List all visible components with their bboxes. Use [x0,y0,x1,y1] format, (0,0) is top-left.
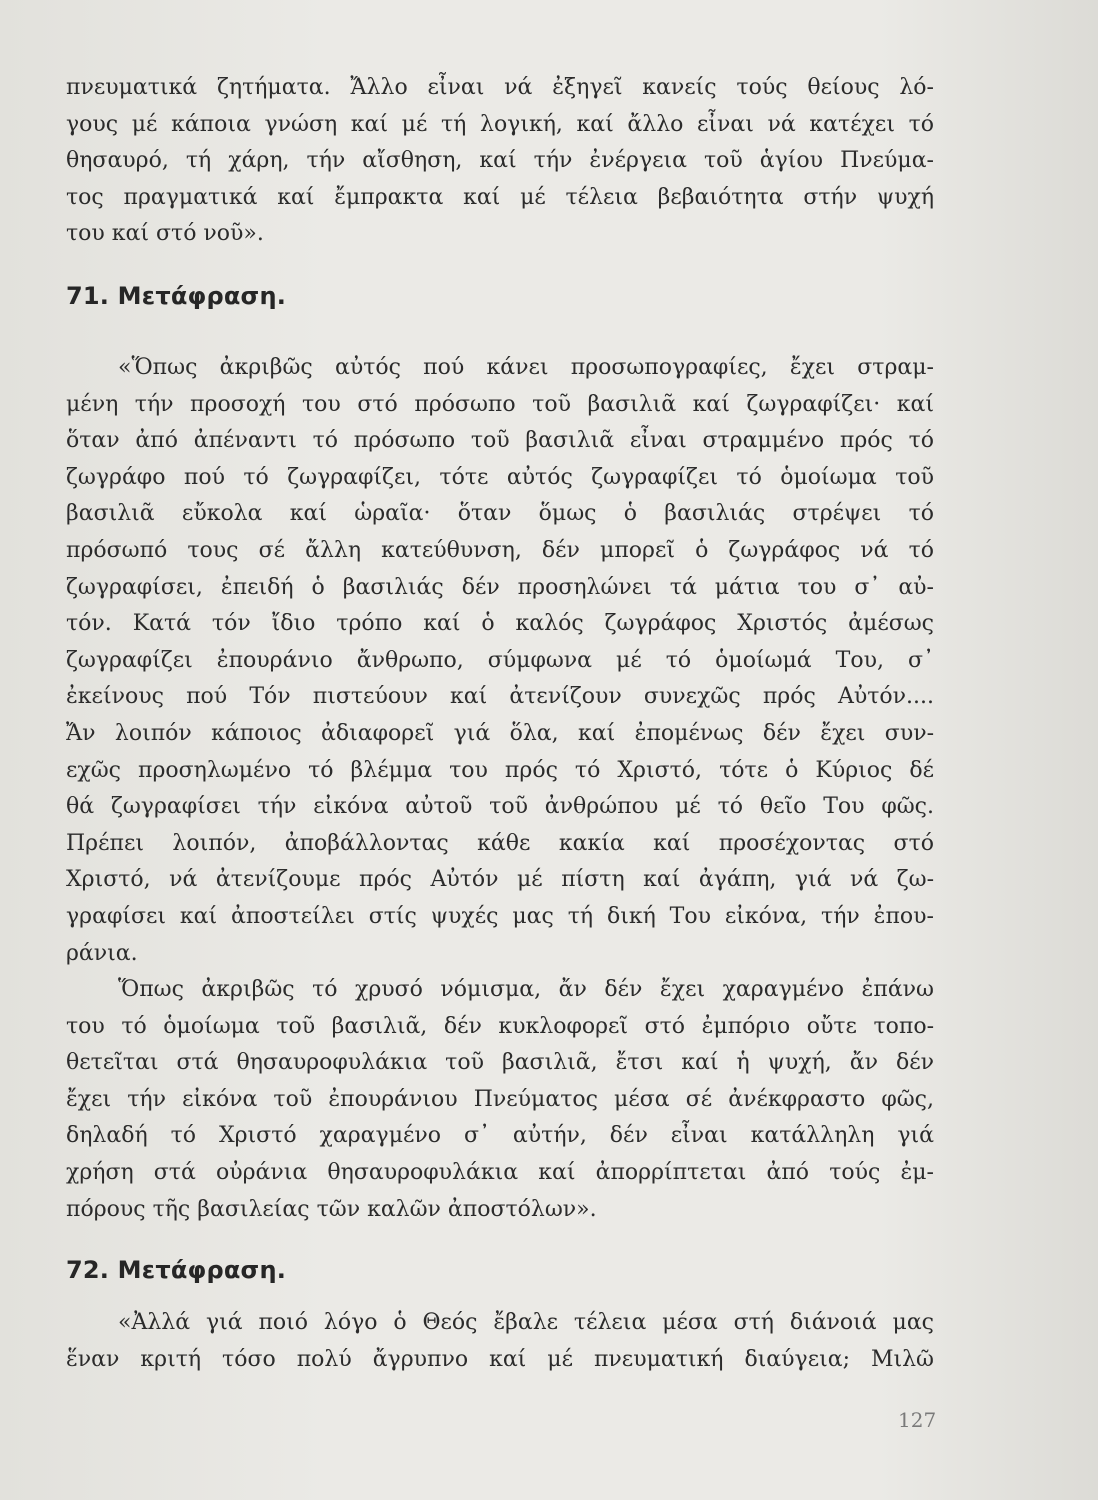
text-line: πρόσωπό τους σέ ἄλλη κατεύθυνση, δέν μπορεῖ ὁ ζωγράφος νά τό [66,537,934,563]
section-72-body [66,1305,934,1378]
text-line: βασιλιᾶ εὔκολα καί ὡραῖα· ὅταν ὅμως ὁ βασιλιάς στρέψει τό [66,501,934,527]
page-number: 127 [898,1408,937,1432]
text-line: Χριστό, νά ἀτενίζουμε πρός Αὐτόν μέ πίστη καί ἀγάπη, γιά νά ζω- [66,867,934,893]
text-line: τος πραγματικά καί ἔμπρακτα καί μέ τέλεια βεβαιότητα στήν ψυχή [66,184,934,210]
section-71-body [66,350,934,1228]
text-line: ζωγραφίσει, ἐπειδή ὁ βασιλιάς δέν προσηλώνει τά μάτια του σ᾽ αὐ- [66,574,934,600]
text-line: θά ζωγραφίσει τήν εἰκόνα αὐτοῦ τοῦ ἀνθρώπου μέ τό θεῖο Του φῶς. [66,794,934,820]
text-line: ἔχει τήν εἰκόνα τοῦ ἐπουράνιου Πνεύματος μέσα σέ ἀνέκφραστο φῶς, [66,1086,934,1112]
text-line: Ἄν λοιπόν κάποιος ἀδιαφορεῖ γιά ὅλα, καί ἐπομένως δέν ἔχει συν- [66,720,934,746]
text-line: δηλαδή τό Χριστό χαραγμένο σ᾽ αὐτήν, δέν εἶναι κατάλληλη γιά [66,1123,934,1149]
text-line: Πρέπει λοιπόν, ἀποβάλλοντας κάθε κακία καί προσέχοντας στό [66,830,934,856]
section-heading-71: 71. Μετάφραση. [66,282,287,310]
text-line: ζωγραφίζει ἐπουράνιο ἄνθρωπο, σύμφωνα μέ τό ὁμοίωμά Του, σ᾽ [66,647,934,673]
text-line: «Ὅπως ἀκριβῶς αὐτός πού κάνει προσωπογραφίες, ἔχει στραμ- [118,355,934,380]
text-line: ἕναν κριτή τόσο πολύ ἄγρυπνο καί μέ πνευματική διαύγεια; Μιλῶ [66,1346,934,1372]
text-line: πόρους τῆς βασιλείας τῶν καλῶν ἀποστόλων». [66,1196,597,1222]
text-line: τόν. Κατά τόν ἴδιο τρόπο καί ὁ καλός ζωγράφος Χριστός ἀμέσως [66,611,934,637]
text-line: θετεῖται στά θησαυροφυλάκια τοῦ βασιλιᾶ, ἔτσι καί ἡ ψυχή, ἄν δέν [66,1050,934,1076]
text-line: γους μέ κάποια γνώση καί μέ τή λογική, καί ἄλλο εἶναι νά κατέχει τό [66,111,934,137]
text-line: γραφίσει καί ἀποστείλει στίς ψυχές μας τή δική Του εἰκόνα, τήν ἐπου- [66,903,934,929]
section-heading-72: 72. Μετάφραση. [66,1256,287,1284]
text-line: πνευματικά ζητήματα. Ἄλλο εἶναι νά ἐξηγεῖ κανείς τούς θείους λό- [66,75,934,100]
text-line: μένη τήν προσοχή του στό πρόσωπο τοῦ βασιλιᾶ καί ζωγραφίζει· καί [66,391,934,417]
text-line: του τό ὁμοίωμα τοῦ βασιλιᾶ, δέν κυκλοφορεῖ στό ἐμπόριο οὔτε τοπο- [66,1013,934,1039]
text-line: ἐκείνους πού Τόν πιστεύουν καί ἀτενίζουν συνεχῶς πρός Αὐτόν.... [66,684,934,710]
text-line: ζωγράφο πού τό ζωγραφίζει, τότε αὐτός ζωγραφίζει τό ὁμοίωμα τοῦ [66,464,934,490]
text-line: χρήση στά οὐράνια θησαυροφυλάκια καί ἀπορρίπτεται ἀπό τούς ἐμ- [66,1160,934,1186]
text-line: ὅταν ἀπό ἀπέναντι τό πρόσωπο τοῦ βασιλιᾶ εἶναι στραμμένο πρός τό [66,428,934,454]
paragraph-continuation [66,70,934,253]
text-line: εχῶς προσηλωμένο τό βλέμμα του πρός τό Χριστό, τότε ὁ Κύριος δέ [66,757,934,783]
text-line: ράνια. [66,940,138,966]
text-line: «Ἀλλά γιά ποιό λόγο ὁ Θεός ἔβαλε τέλεια μέσα στή διάνοιά μας [118,1310,934,1335]
text-line: Ὅπως ἀκριβῶς τό χρυσό νόμισμα, ἄν δέν ἔχει χαραγμένο ἐπάνω [118,977,934,1003]
text-line: του καί στό νοῦ». [66,221,264,247]
text-line: θησαυρό, τή χάρη, τήν αἴσθηση, καί τήν ἐνέργεια τοῦ ἁγίου Πνεύμα- [66,148,934,174]
